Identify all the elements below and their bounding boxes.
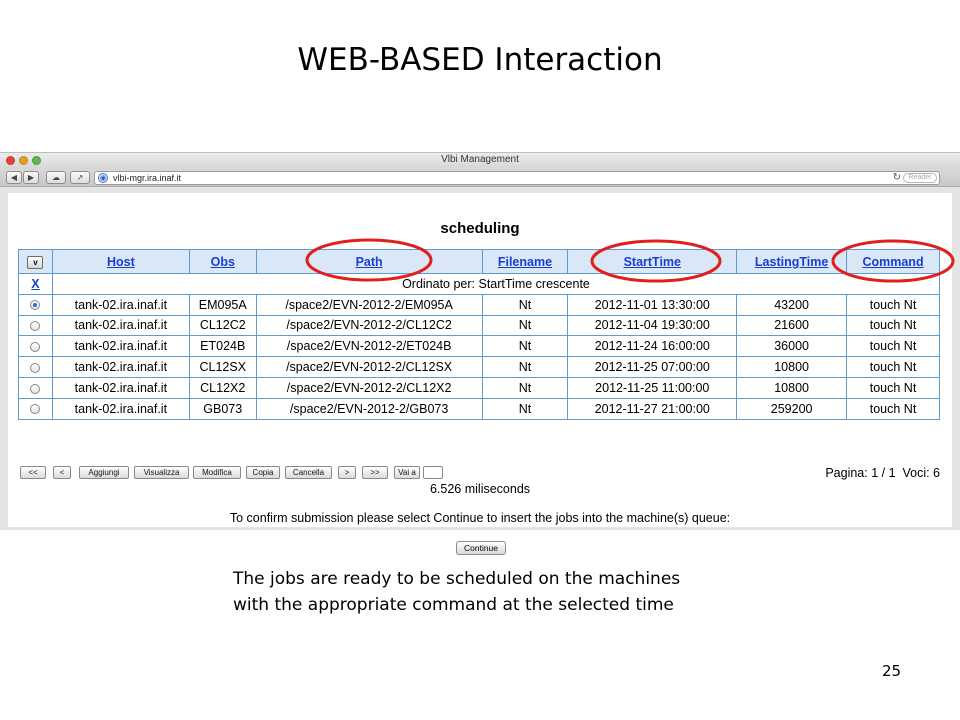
sort-link-command[interactable]: Command [862, 254, 924, 269]
globe-icon: ◉ [99, 174, 107, 182]
command-cell: touch Nt [847, 377, 940, 398]
sort-link-starttime[interactable]: StartTime [623, 254, 681, 269]
row-select-radio[interactable] [30, 404, 40, 414]
sort-link-path[interactable]: Path [355, 254, 383, 269]
sort-link-host[interactable]: Host [106, 254, 135, 269]
sort-link-lastingtime[interactable]: LastingTime [754, 254, 829, 269]
host-cell: tank-02.ira.inaf.it [52, 398, 189, 419]
prev-page-button[interactable]: < [53, 466, 71, 479]
next-page-button[interactable]: > [338, 466, 356, 479]
row-select-radio[interactable] [30, 321, 40, 331]
column-header-command [847, 250, 940, 274]
goto-page-button[interactable]: Vai a [394, 466, 420, 479]
table-row[interactable] [19, 398, 940, 419]
filename-cell: Nt [482, 294, 568, 315]
table-row[interactable] [19, 315, 940, 336]
browser-window [0, 152, 960, 553]
window-title: Vlbi Management [441, 154, 519, 165]
view-button[interactable]: Visualizza [134, 466, 189, 479]
filename-cell: Nt [482, 357, 568, 378]
filename-cell: Nt [482, 377, 568, 398]
command-cell: touch Nt [847, 294, 940, 315]
column-header-obs [189, 250, 256, 274]
host-cell: tank-02.ira.inaf.it [52, 294, 189, 315]
table-header-row [19, 250, 940, 274]
column-header-starttime [568, 250, 737, 274]
obs-cell: CL12X2 [189, 377, 256, 398]
window-titlebar [0, 153, 960, 169]
path-cell: /space2/EVN-2012-2/ET024B [256, 336, 482, 357]
starttime-cell: 2012-11-27 21:00:00 [568, 398, 737, 419]
clear-sort-link[interactable]: X [31, 276, 40, 291]
row-select-cell [19, 315, 53, 336]
last-page-button[interactable]: >> [362, 466, 388, 479]
path-cell: /space2/EVN-2012-2/CL12X2 [256, 377, 482, 398]
confirm-instructions: To confirm submission please select Continue to insert the jobs into the machine(s) queue: [229, 511, 731, 525]
column-header-host [52, 250, 189, 274]
row-select-cell [19, 336, 53, 357]
row-select-radio[interactable] [30, 384, 40, 394]
command-cell: touch Nt [847, 398, 940, 419]
table-row[interactable] [19, 377, 940, 398]
caption-line-1: The jobs are ready to be scheduled on the machines [233, 569, 681, 589]
column-header-lastingtime [737, 250, 847, 274]
command-cell: touch Nt [847, 315, 940, 336]
forward-arrow-icon[interactable]: ▶ [23, 171, 39, 184]
pagination-info: Pagina: 1 / 1 Voci: 6 [825, 466, 940, 480]
page-heading: scheduling [440, 220, 520, 237]
scheduling-table [18, 249, 940, 420]
lastingtime-cell: 259200 [737, 398, 847, 419]
filename-cell: Nt [482, 398, 568, 419]
query-timing: 6.526 miliseconds [429, 482, 531, 496]
table-row[interactable] [19, 357, 940, 378]
starttime-cell: 2012-11-24 16:00:00 [568, 336, 737, 357]
table-row[interactable] [19, 336, 940, 357]
copy-button[interactable]: Copia [246, 466, 280, 479]
address-bar[interactable] [94, 171, 940, 185]
host-cell: tank-02.ira.inaf.it [52, 377, 189, 398]
obs-cell: ET024B [189, 336, 256, 357]
first-page-button[interactable]: << [20, 466, 46, 479]
command-cell: touch Nt [847, 336, 940, 357]
row-select-radio[interactable] [30, 363, 40, 373]
lastingtime-cell: 21600 [737, 315, 847, 336]
icloud-tabs-icon[interactable]: ☁ [46, 171, 66, 184]
filename-cell: Nt [482, 336, 568, 357]
lastingtime-cell: 36000 [737, 336, 847, 357]
row-select-cell [19, 398, 53, 419]
browser-toolbar [0, 169, 960, 187]
lastingtime-cell: 10800 [737, 377, 847, 398]
row-select-radio[interactable] [30, 300, 40, 310]
lastingtime-cell: 43200 [737, 294, 847, 315]
host-cell: tank-02.ira.inaf.it [52, 336, 189, 357]
caption-line-2: with the appropriate command at the selected time [233, 595, 674, 615]
starttime-cell: 2012-11-25 07:00:00 [568, 357, 737, 378]
row-select-radio[interactable] [30, 342, 40, 352]
slide-caption [233, 566, 680, 618]
edit-button[interactable]: Modifica [193, 466, 241, 479]
filename-cell: Nt [482, 315, 568, 336]
path-cell: /space2/EVN-2012-2/CL12C2 [256, 315, 482, 336]
goto-page-input[interactable] [423, 466, 443, 479]
obs-cell: GB073 [189, 398, 256, 419]
host-cell: tank-02.ira.inaf.it [52, 357, 189, 378]
row-select-cell [19, 357, 53, 378]
page-content [8, 193, 952, 553]
reader-button[interactable]: Reader [903, 173, 937, 183]
sort-info-row [19, 274, 940, 295]
obs-cell: CL12C2 [189, 315, 256, 336]
sort-link-filename[interactable]: Filename [497, 254, 553, 269]
continue-button[interactable]: Continue [456, 541, 506, 555]
obs-cell: CL12SX [189, 357, 256, 378]
path-cell: /space2/EVN-2012-2/CL12SX [256, 357, 482, 378]
delete-button[interactable]: Cancella [285, 466, 332, 479]
share-icon[interactable]: ↗ [70, 171, 90, 184]
path-cell: /space2/EVN-2012-2/EM095A [256, 294, 482, 315]
slide-title: WEB-BASED Interaction [297, 42, 663, 78]
table-row[interactable] [19, 294, 940, 315]
sort-menu-button[interactable]: v [27, 256, 43, 269]
host-cell: tank-02.ira.inaf.it [52, 315, 189, 336]
url-text: vlbi-mgr.ira.inaf.it [113, 173, 182, 183]
reload-icon[interactable]: ↻ [892, 172, 901, 183]
add-button[interactable]: Aggiungi [79, 466, 129, 479]
starttime-cell: 2012-11-01 13:30:00 [568, 294, 737, 315]
row-select-cell [19, 377, 53, 398]
sort-order-text: Ordinato per: StartTime crescente [52, 274, 939, 295]
command-cell: touch Nt [847, 357, 940, 378]
path-cell: /space2/EVN-2012-2/GB073 [256, 398, 482, 419]
starttime-cell: 2012-11-25 11:00:00 [568, 377, 737, 398]
clear-sort-cell [19, 274, 53, 295]
obs-cell: EM095A [189, 294, 256, 315]
lastingtime-cell: 10800 [737, 357, 847, 378]
column-header-filename [482, 250, 568, 274]
starttime-cell: 2012-11-04 19:30:00 [568, 315, 737, 336]
sort-menu-cell [19, 250, 53, 274]
back-arrow-icon[interactable]: ◀ [6, 171, 22, 184]
slide-number: 25 [882, 662, 902, 680]
sort-link-obs[interactable]: Obs [210, 254, 235, 269]
row-select-cell [19, 294, 53, 315]
column-header-path [256, 250, 482, 274]
